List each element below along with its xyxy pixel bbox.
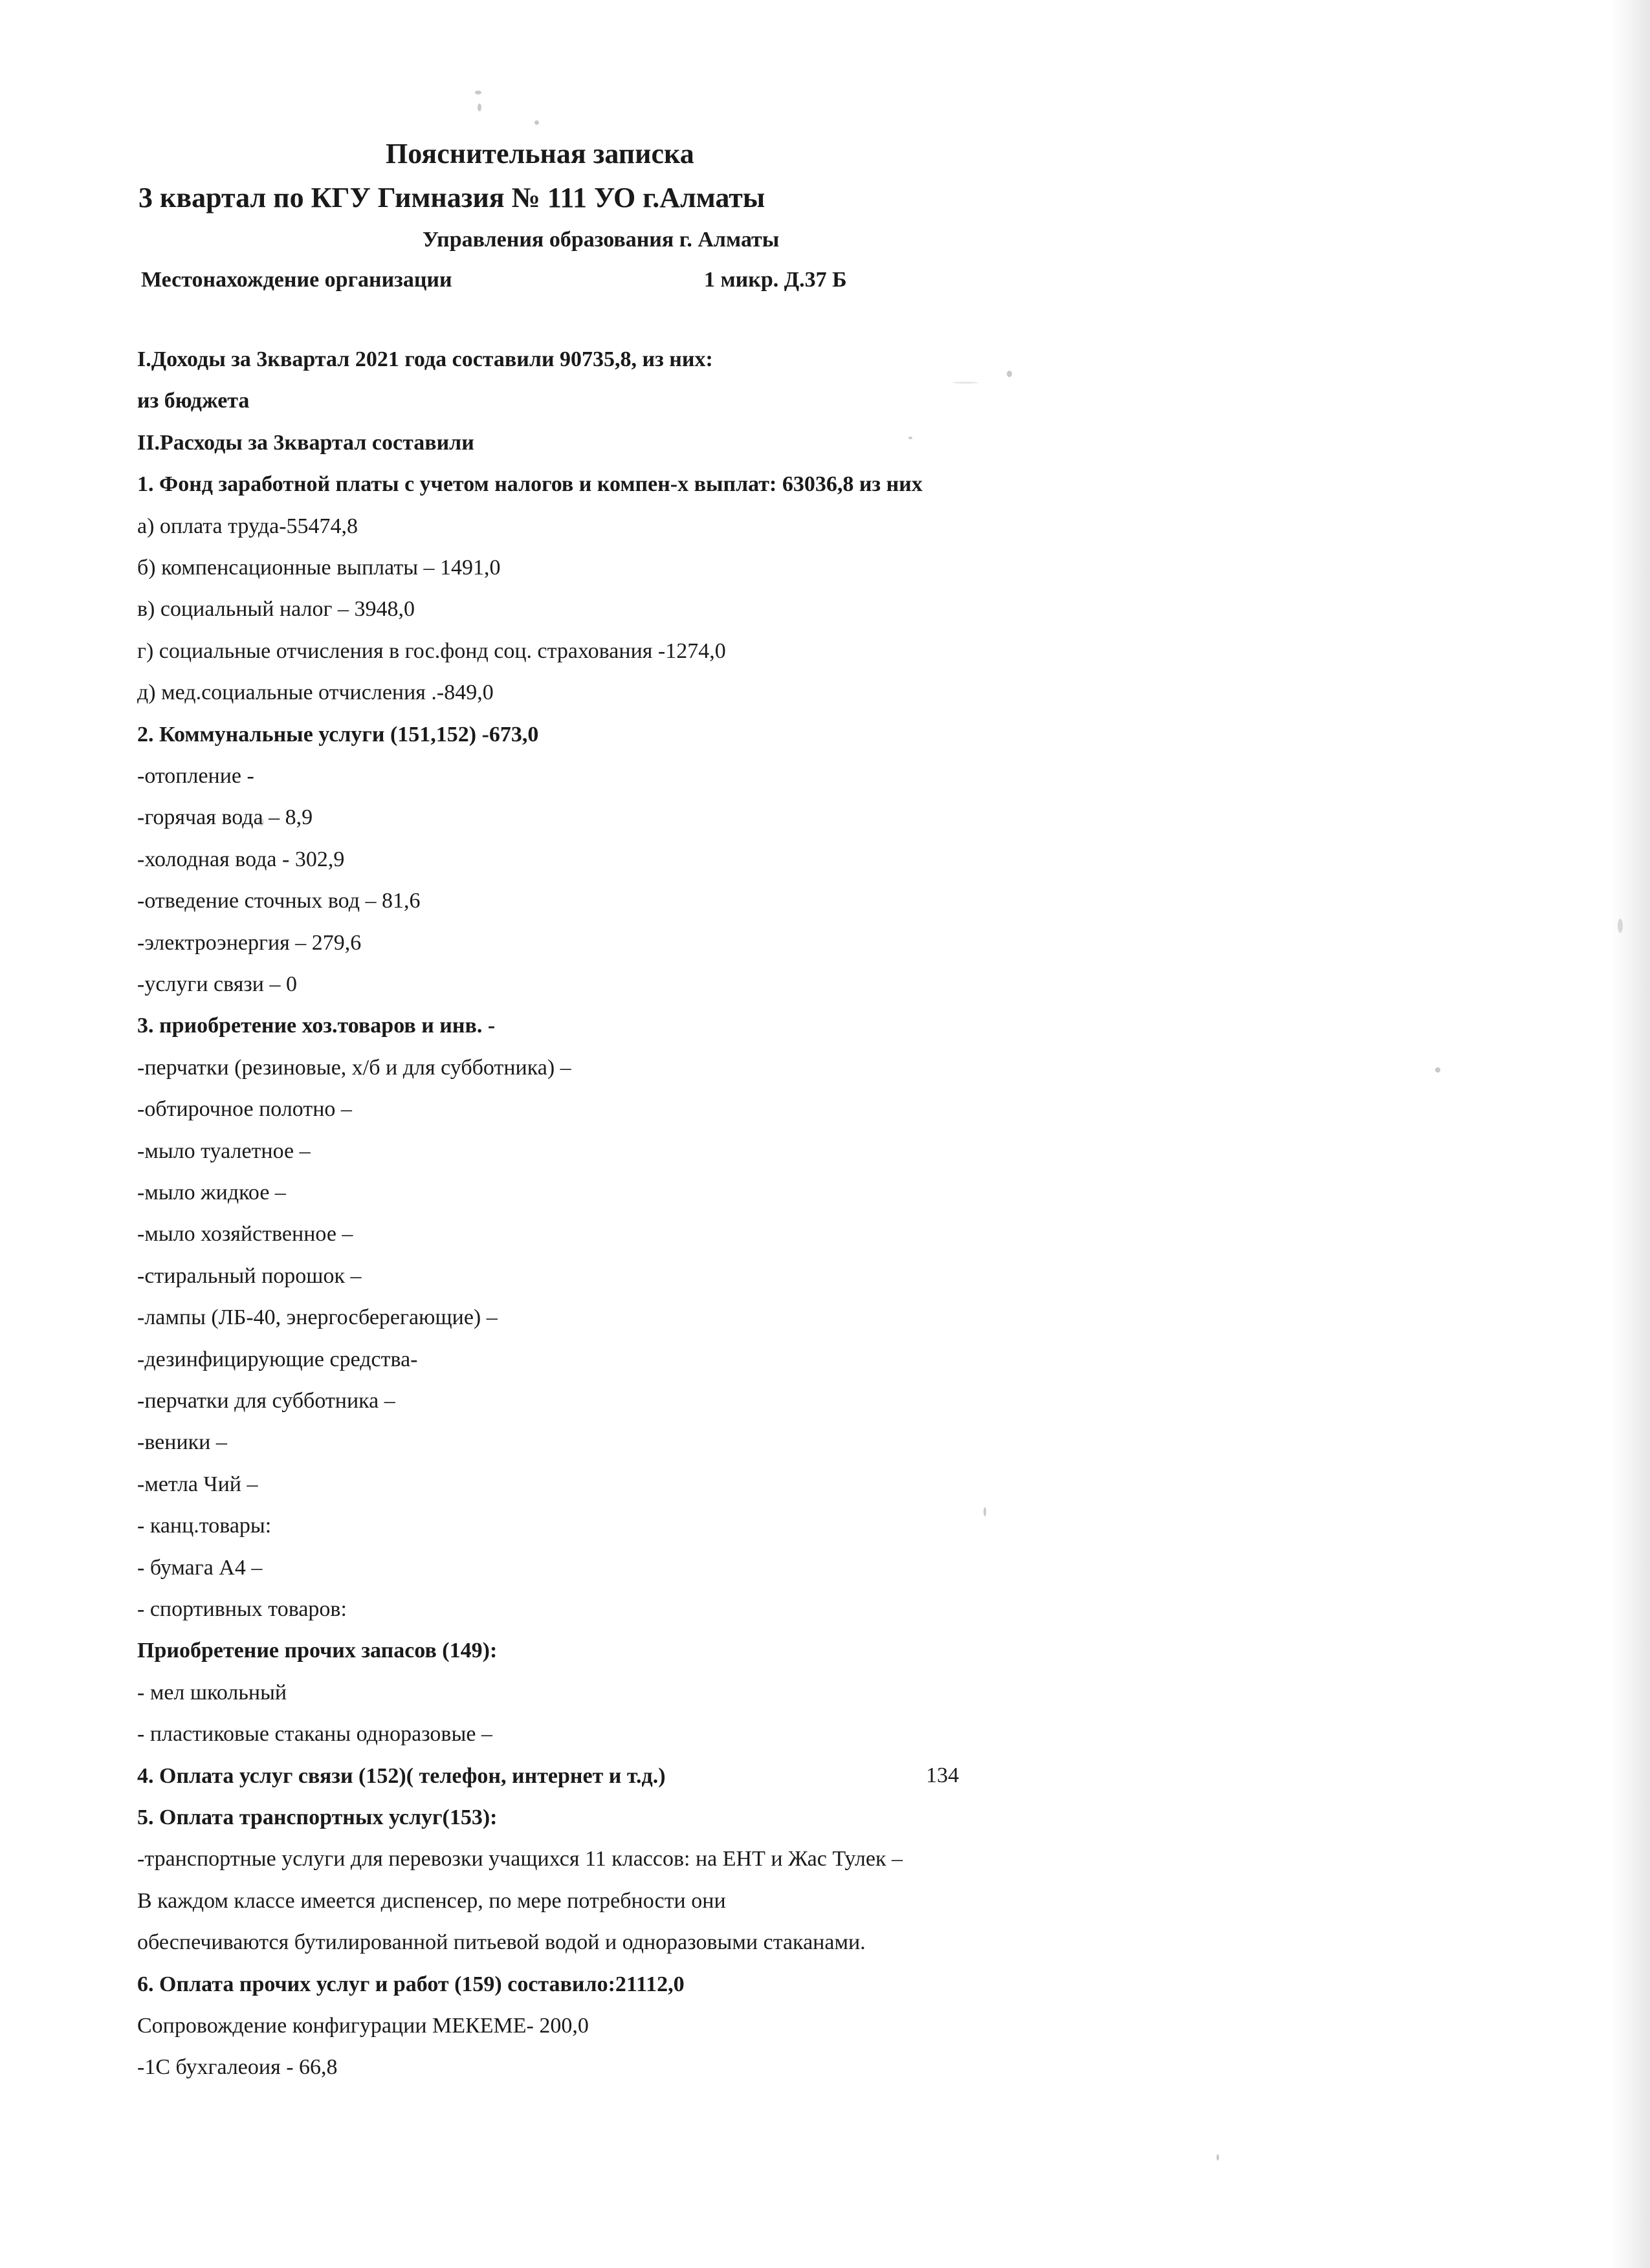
scan-speck <box>1618 919 1623 933</box>
report-line: г) социальные отчисления в гос.фонд соц. страхования -1274,0 <box>137 639 726 663</box>
scan-speck <box>984 1507 986 1516</box>
report-line-value: 134 <box>926 1763 959 1787</box>
report-line: -мыло жидкое – <box>137 1181 286 1205</box>
location-row <box>141 268 918 292</box>
report-line: - пластиковые стаканы одноразовые – <box>137 1722 492 1746</box>
report-line: обеспечиваются бутилированной питьевой водой и одноразовыми стаканами. <box>137 1930 866 1954</box>
report-line: -стиральный порошок – <box>137 1264 362 1288</box>
scan-speck <box>1435 1067 1440 1073</box>
location-value: 1 микр. Д.37 Б <box>704 268 847 292</box>
report-line: -метла Чий – <box>137 1472 258 1496</box>
report-line: - спортивных товаров: <box>137 1597 347 1621</box>
report-line: -отведение сточных вод – 81,6 <box>137 889 421 913</box>
report-line: -обтирочное полотно – <box>137 1097 352 1121</box>
report-line: -веники – <box>137 1430 227 1454</box>
document-title: Пояснительная записка <box>386 138 694 169</box>
report-line: - канц.товары: <box>137 1514 272 1538</box>
report-line: -электроэнергия – 279,6 <box>137 931 362 955</box>
report-line: -отопление - <box>137 764 254 788</box>
report-line: 3. приобретение хоз.товаров и инв. - <box>137 1014 496 1038</box>
report-line: -транспортные услуги для перевозки учащихся 11 классов: на ЕНТ и Жас Тулек – <box>137 1847 903 1871</box>
scan-speck <box>478 104 481 111</box>
report-line: Сопровождение конфигурации МЕКЕМЕ- 200,0 <box>137 2014 589 2038</box>
report-line: б) компенсационные выплаты – 1491,0 <box>137 556 501 580</box>
report-line: -услуги связи – 0 <box>137 972 297 996</box>
report-line: I.Доходы за 3квартал 2021 года составили 90735,8, из них: <box>137 347 713 371</box>
report-line: -горячая вода – 8,9 <box>137 805 313 829</box>
report-line: -мыло туалетное – <box>137 1139 311 1163</box>
report-line: II.Расходы за 3квартал составили <box>137 431 474 455</box>
scan-speck <box>1007 371 1012 377</box>
report-line: В каждом классе имеется диспенсер, по мере потребности они <box>137 1889 726 1913</box>
report-line: Приобретение прочих запасов (149): <box>137 1639 498 1663</box>
report-line: -перчатки (резиновые, х/б и для субботника) – <box>137 1056 571 1080</box>
location-label: Местонахождение организации <box>141 268 452 292</box>
report-line: 4. Оплата услуг связи (152)( телефон, интернет и т.д.) <box>137 1764 666 1788</box>
report-line: -1С бухгалеоия - 66,8 <box>137 2055 338 2079</box>
report-line: а) оплата труда-55474,8 <box>137 514 358 538</box>
report-line: - мел школьный <box>137 1681 287 1705</box>
scan-speck <box>1216 2154 1219 2161</box>
report-line: 2. Коммунальные услуги (151,152) -673,0 <box>137 723 539 747</box>
report-line: 5. Оплата транспортных услуг(153): <box>137 1805 498 1829</box>
report-line: 6. Оплата прочих услуг и работ (159) составило:21112,0 <box>137 1972 685 1996</box>
scan-speck <box>534 120 539 125</box>
report-line: -холодная вода - 302,9 <box>137 847 345 871</box>
report-line: д) мед.социальные отчисления .-849,0 <box>137 681 494 704</box>
report-line: -лампы (ЛБ-40, энергосберегающие) – <box>137 1305 498 1329</box>
scan-speck <box>952 382 978 384</box>
report-line: -перчатки для субботника – <box>137 1389 395 1413</box>
report-line: 1. Фонд заработной платы с учетом налогов и компен-х выплат: 63036,8 из них <box>137 472 923 496</box>
scan-speck <box>475 91 481 94</box>
report-line: из бюджета <box>137 389 250 413</box>
scan-edge-shadow <box>1611 0 1650 2268</box>
report-line: -мыло хозяйственное – <box>137 1222 353 1246</box>
report-line: - бумага А4 – <box>137 1556 263 1580</box>
report-line: в) социальный налог – 3948,0 <box>137 597 415 621</box>
report-line: -дезинфицирующие средства- <box>137 1347 418 1371</box>
department-name: Управления образования г. Алматы <box>423 228 780 252</box>
scan-speck <box>908 437 912 439</box>
document-subtitle: 3 квартал по КГУ Гимназия № 111 УО г.Алматы <box>138 182 765 213</box>
